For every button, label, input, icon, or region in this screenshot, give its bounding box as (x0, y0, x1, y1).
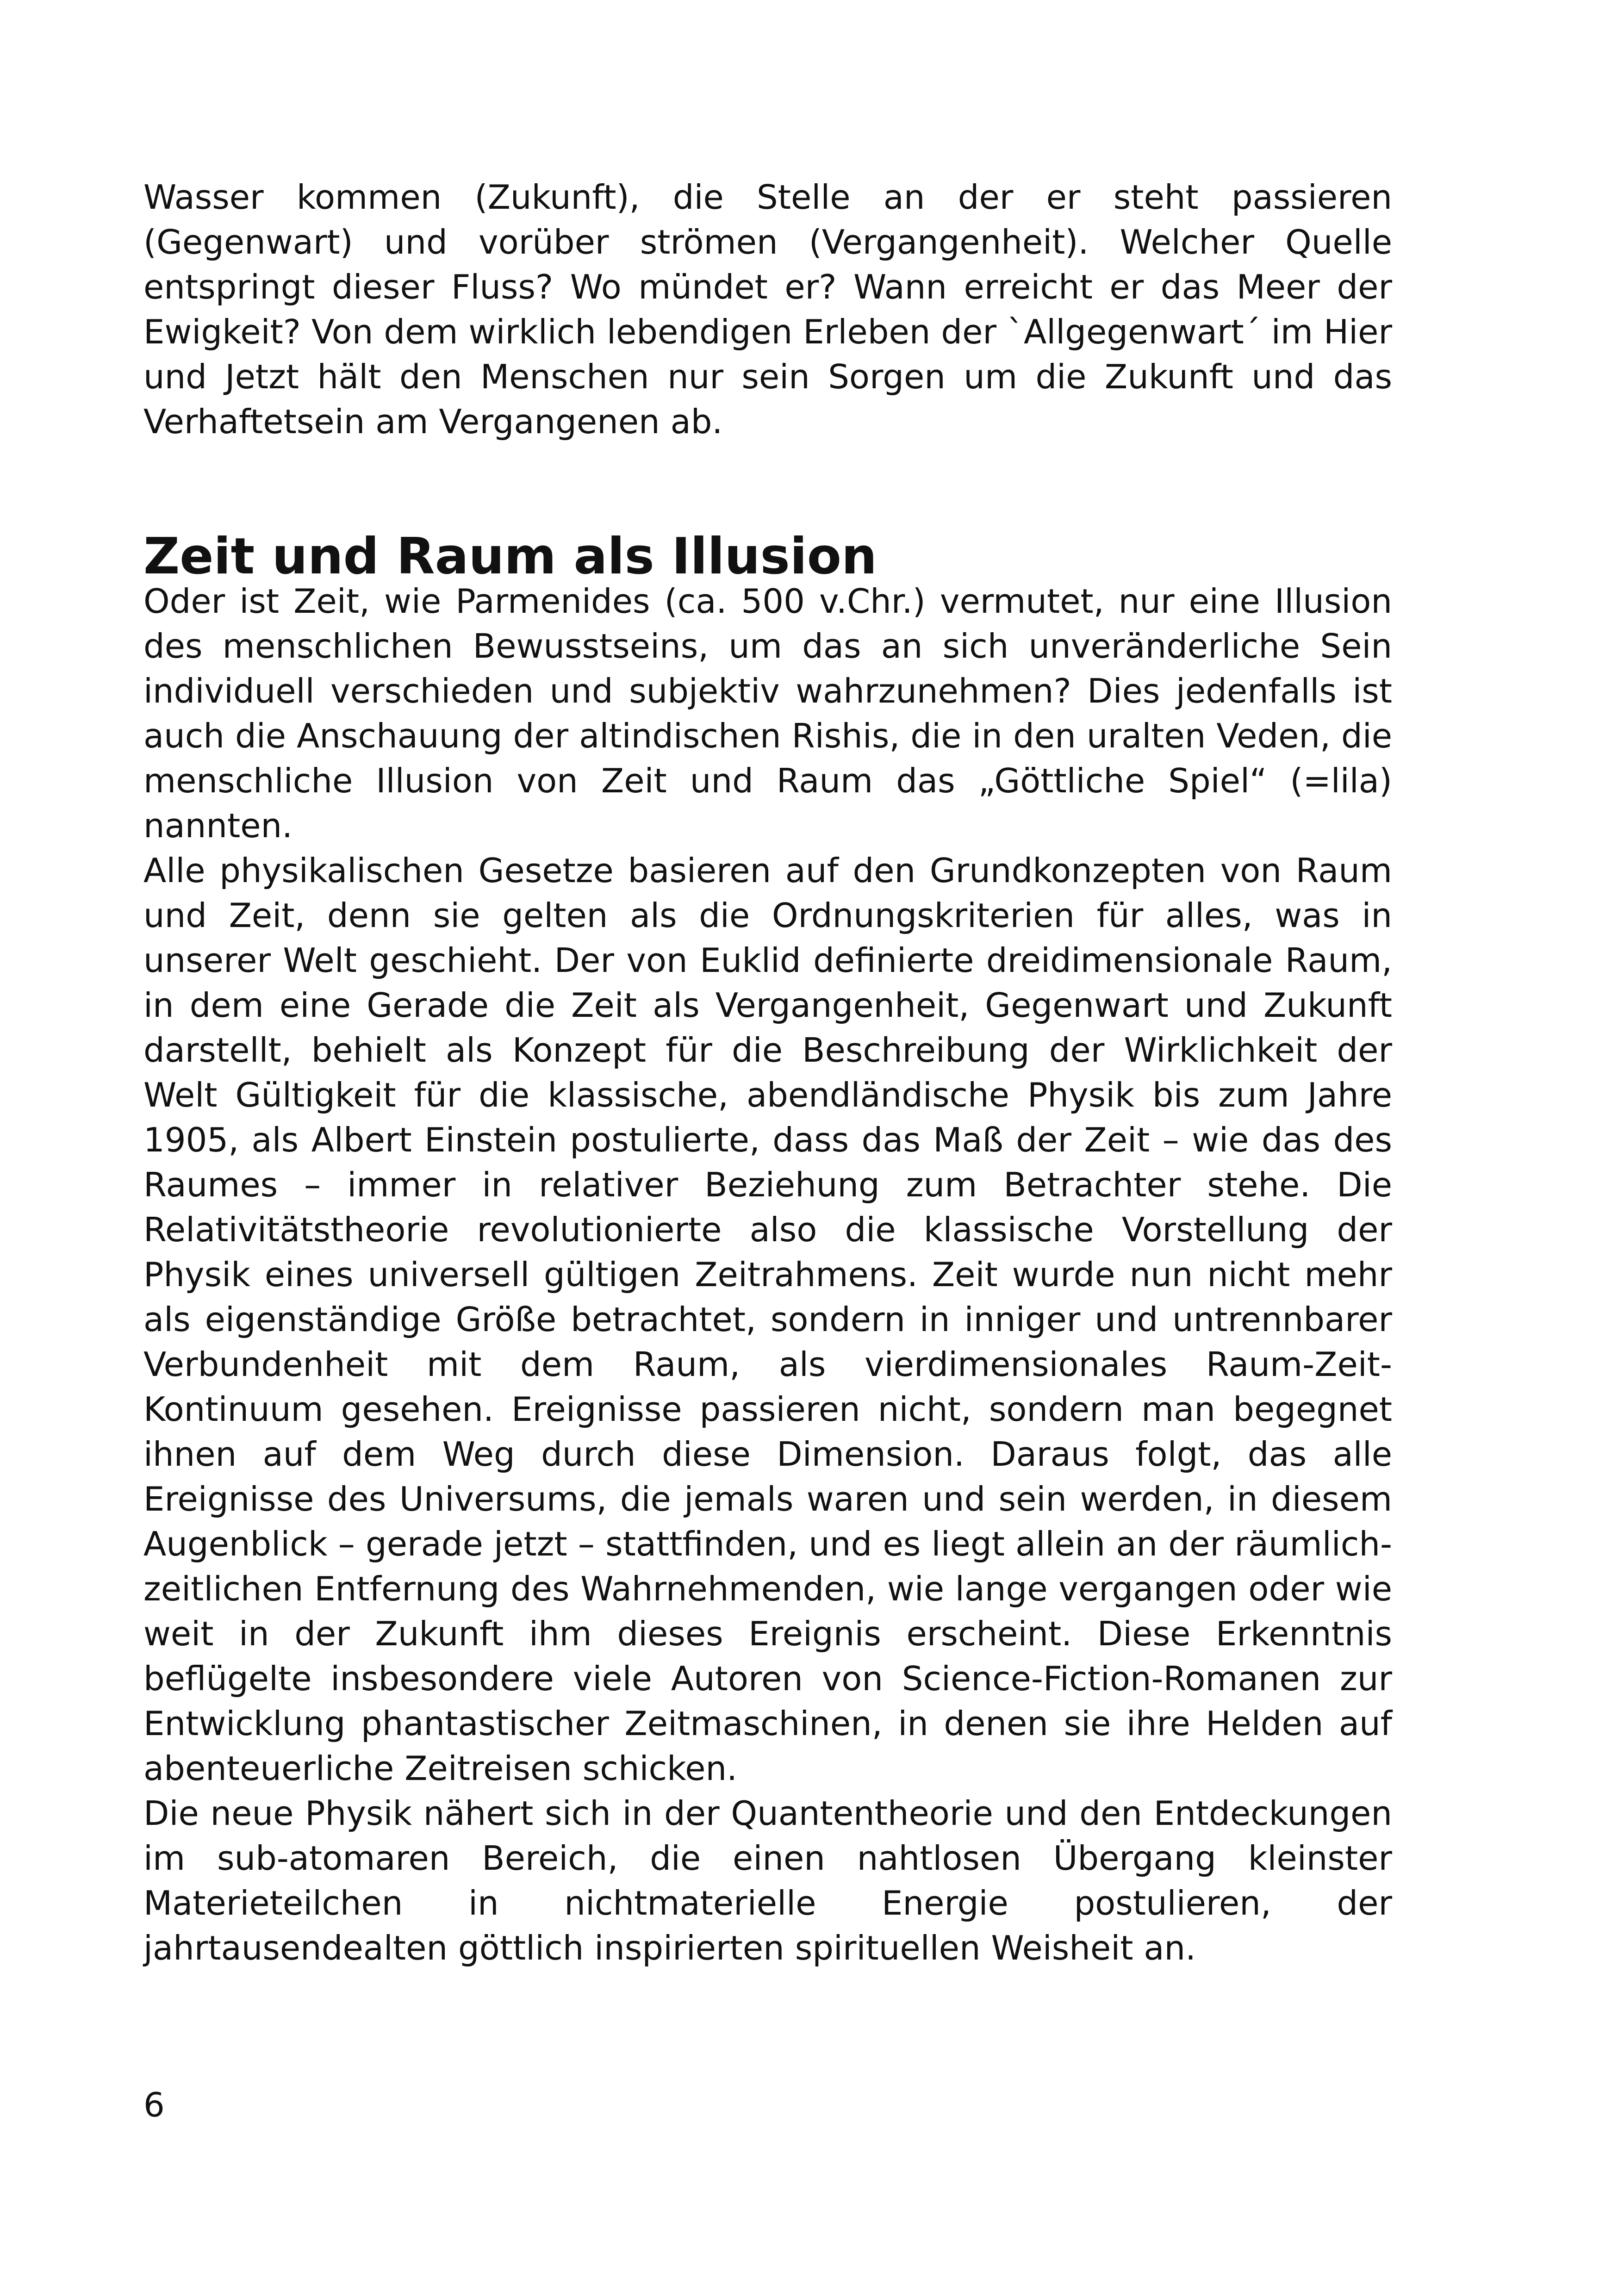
body-paragraph: Die neue Physik nähert sich in der Quantentheorie und den Entdeckungen im sub-atomaren Bereich, die einen nahtlosen Übergang kleinster Materieteilchen in nichtmaterielle Energie postulieren, der jahrtausendealten göttlich inspirierten spirituellen Weisheit an. (143, 1794, 1392, 1967)
section-heading: Zeit und Raum als Illusion (143, 528, 877, 585)
body-paragraph: Oder ist Zeit, wie Parmenides (ca. 500 v.Chr.) vermutet, nur eine Illusion des menschlichen Bewusstseins, um das an sich unveränderliche Sein individuell verschieden und subjektiv wahrzunehmen? Dies jedenfalls ist auch die Anschauung der altindischen Rishis, die in den uralten Veden, die menschliche Illusion von Zeit und Raum das „Göttliche Spiel“ (=lila) nannten. (143, 582, 1392, 845)
section-spacer (143, 444, 1392, 534)
page-number: 6 (143, 2085, 165, 2124)
body-paragraph: Alle physikalischen Gesetze basieren auf den Grundkonzepten von Raum und Zeit, denn sie gelten als die Ordnungskriterien für alles, was in unserer Welt geschieht. Der von Euklid definierte dreidimensionale Raum, in dem eine Gerade die Zeit als Vergangenheit, Gegenwart und Zukunft darstellt, behielt als Konzept für die Beschreibung der Wirklichkeit der Welt Gültigkeit für die klassische, abendländische Physik bis zum Jahre 1905, als Albert Einstein postulierte, dass das Maß der Zeit – wie das des Raumes – immer in relativer Beziehung zum Betrachter stehe. Die Relativitätstheorie revolutionierte also die klassische Vorstellung der Physik eines universell gültigen Zeitrahmens. Zeit wurde nun nicht mehr als eigenständige Größe betrachtet, sondern in inniger und untrennbarer Verbundenheit mit dem Raum, als vierdimensionales Raum-Zeit-Kontinuum gesehen. Ereignisse passieren nicht, sondern man begegnet ihnen auf dem Weg durch diese Dimension. Daraus folgt, das alle Ereignisse des Universums, die jemals waren und sein werden, in diesem Augenblick – gerade jetzt – stattfinden, und es liegt allein an der räumlich-zeitlichen Entfernung des Wahrnehmenden, wie lange vergangen oder wie weit in der Zukunft ihm dieses Ereignis erscheint. Diese Erkenntnis beflügelte insbesondere viele Autoren von Science-Fiction-Romanen zur Entwicklung phantastischer Zeitmaschinen, in denen sie ihre Helden auf abenteuerliche Zeitreisen schicken. (143, 851, 1392, 1788)
intro-paragraph: Wasser kommen (Zukunft), die Stelle an der er steht passieren (Gegenwart) und vorüber strömen (Vergangenheit). Welcher Quelle entspringt dieser Fluss? Wo mündet er? Wann erreicht er das Meer der Ewigkeit? Von dem wirklich lebendigen Erleben der `Allgegenwart´ im Hier und Jetzt hält den Menschen nur sein Sorgen um die Zukunft und das Verhaftetsein am Vergangenen ab. (143, 178, 1392, 441)
page-body (143, 175, 1392, 1971)
